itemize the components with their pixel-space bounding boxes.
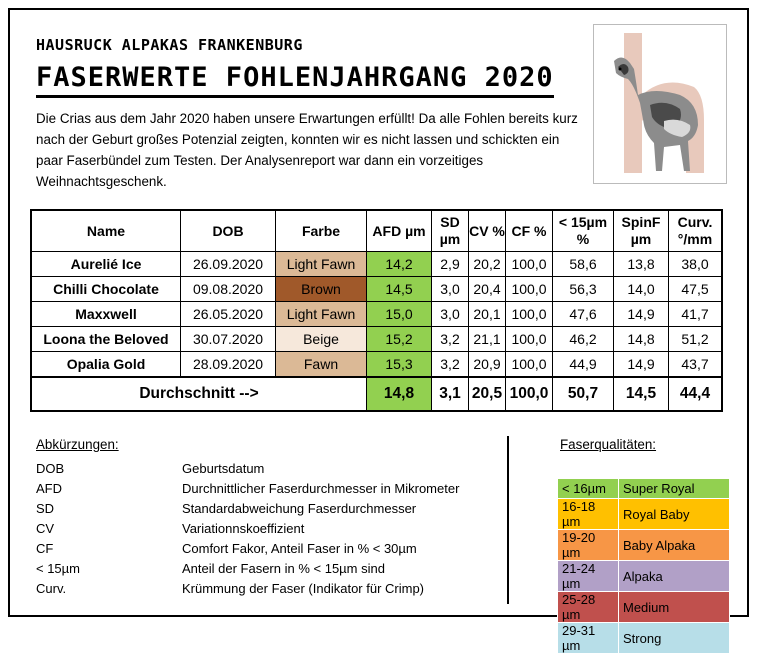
abbreviations-list: [36, 459, 459, 599]
cell-dob: 28.09.2020: [181, 352, 276, 378]
abbreviation-item: [36, 579, 459, 599]
abbreviation-value: Variationnskoeffizient: [182, 521, 305, 536]
cell-name: Chilli Chocolate: [31, 277, 181, 302]
cell-sd: 2,9: [432, 252, 469, 277]
quality-name: Medium: [619, 592, 730, 623]
qualities-heading: Faserqualitäten:: [560, 437, 657, 452]
cell-spinf: 14,9: [614, 302, 669, 327]
cell-cv: 20,2: [469, 252, 506, 277]
abbreviation-item: [36, 499, 459, 519]
cell-cf: 100,0: [506, 327, 553, 352]
quality-name: Alpaka: [619, 561, 730, 592]
abbreviation-item: [36, 559, 459, 579]
page-title: FASERWERTE FOHLENJAHRGANG 2020: [36, 62, 554, 98]
abbreviation-item: [36, 479, 459, 499]
table-row: [31, 327, 722, 352]
alpaca-logo: [593, 24, 727, 184]
abbreviation-key: DOB: [36, 461, 65, 476]
quality-range: 21-24 µm: [558, 561, 619, 592]
col-dob: DOB: [181, 210, 276, 252]
cell-lt15: 44,9: [553, 352, 614, 378]
cell-dob: 26.05.2020: [181, 302, 276, 327]
quality-item: [558, 561, 730, 592]
col-cv: CV %: [469, 210, 506, 252]
abbreviation-value: Krümmung der Faser (Indikator für Crimp): [182, 581, 425, 596]
cell-curv: 38,0: [669, 252, 723, 277]
cell-farbe: Brown: [276, 277, 367, 302]
cell-sd: 3,0: [432, 277, 469, 302]
quality-range: 16-18 µm: [558, 499, 619, 530]
cell-cv: 21,1: [469, 327, 506, 352]
cell-spinf: 14,9: [614, 352, 669, 378]
average-curv: 44,4: [669, 377, 723, 411]
average-label: Durchschnitt -->: [31, 377, 367, 411]
abbreviation-value: Geburtsdatum: [182, 461, 265, 476]
abbreviation-key: < 15µm: [36, 561, 80, 576]
fiber-table: [30, 209, 723, 412]
cell-cv: 20,1: [469, 302, 506, 327]
abbreviation-value: Comfort Fakor, Anteil Faser in % < 30µm: [182, 541, 417, 556]
cell-farbe: Beige: [276, 327, 367, 352]
cell-lt15: 46,2: [553, 327, 614, 352]
average-row: [31, 377, 722, 411]
cell-spinf: 13,8: [614, 252, 669, 277]
col-curv: Curv. °/mm: [669, 210, 723, 252]
quality-name: Baby Alpaka: [619, 530, 730, 561]
quality-range: < 16µm: [558, 479, 619, 499]
cell-dob: 26.09.2020: [181, 252, 276, 277]
quality-item: [558, 530, 730, 561]
col-farbe: Farbe: [276, 210, 367, 252]
cell-curv: 47,5: [669, 277, 723, 302]
cell-lt15: 58,6: [553, 252, 614, 277]
quality-item: [558, 623, 730, 654]
quality-range: 19-20 µm: [558, 530, 619, 561]
col-sd: SD µm: [432, 210, 469, 252]
cell-sd: 3,0: [432, 302, 469, 327]
col-lt15: < 15µm %: [553, 210, 614, 252]
cell-afd: 14,5: [367, 277, 432, 302]
quality-range: 25-28 µm: [558, 592, 619, 623]
farm-name: HAUSRUCK ALPAKAS FRANKENBURG: [36, 36, 303, 54]
abbreviation-key: Curv.: [36, 581, 67, 596]
qualities-legend: [557, 478, 730, 654]
abbreviation-value: Standardabweichung Faserdurchmesser: [182, 501, 417, 516]
cell-cv: 20,4: [469, 277, 506, 302]
cell-afd: 14,2: [367, 252, 432, 277]
cell-cf: 100,0: [506, 277, 553, 302]
average-sd: 3,1: [432, 377, 469, 411]
cell-cf: 100,0: [506, 352, 553, 378]
intro-text: Die Crias aus dem Jahr 2020 haben unsere Erwartungen erfüllt! Da alle Fohlen bereits kurz nach der Geburt großes Potenzial zeigten, konnten wir es nicht lassen und schickten ein paar Faserbündel zum Testen. Der Analysenreport war dann ein vorzeitiges Weihnachtsgeschenk.: [36, 111, 578, 189]
cell-cv: 20,9: [469, 352, 506, 378]
cell-curv: 51,2: [669, 327, 723, 352]
table-row: [31, 352, 722, 378]
cell-dob: 30.07.2020: [181, 327, 276, 352]
cell-cf: 100,0: [506, 252, 553, 277]
abbreviations-heading: Abkürzungen:: [36, 437, 119, 452]
average-cf: 100,0: [506, 377, 553, 411]
abbreviation-item: [36, 459, 459, 479]
abbreviation-key: AFD: [36, 481, 62, 496]
cell-name: Maxxwell: [31, 302, 181, 327]
section-divider: [507, 436, 509, 604]
abbreviation-key: SD: [36, 501, 55, 516]
quality-name: Strong: [619, 623, 730, 654]
table-row: [31, 252, 722, 277]
quality-item: [558, 499, 730, 530]
abbreviation-value: Durchnittlicher Faserdurchmesser in Mikrometer: [182, 481, 460, 496]
col-spinf: SpinF µm: [614, 210, 669, 252]
table-row: [31, 277, 722, 302]
cell-spinf: 14,8: [614, 327, 669, 352]
cell-farbe: Light Fawn: [276, 302, 367, 327]
average-lt15: 50,7: [553, 377, 614, 411]
alpaca-logo-icon: [594, 25, 726, 183]
abbreviation-key: CV: [36, 521, 55, 536]
abbreviation-item: [36, 539, 459, 559]
abbreviation-value: Anteil der Fasern in % < 15µm sind: [182, 561, 385, 576]
abbreviation-key: CF: [36, 541, 54, 556]
cell-name: Loona the Beloved: [31, 327, 181, 352]
cell-lt15: 56,3: [553, 277, 614, 302]
cell-farbe: Fawn: [276, 352, 367, 378]
quality-range: 29-31 µm: [558, 623, 619, 654]
cell-afd: 15,3: [367, 352, 432, 378]
cell-farbe: Light Fawn: [276, 252, 367, 277]
cell-curv: 41,7: [669, 302, 723, 327]
col-afd: AFD µm: [367, 210, 432, 252]
quality-item: [558, 479, 730, 499]
average-spinf: 14,5: [614, 377, 669, 411]
average-cv: 20,5: [469, 377, 506, 411]
abbreviation-item: [36, 519, 459, 539]
quality-name: Super Royal: [619, 479, 730, 499]
cell-sd: 3,2: [432, 327, 469, 352]
cell-name: Aurelié Ice: [31, 252, 181, 277]
quality-name: Royal Baby: [619, 499, 730, 530]
table-row: [31, 302, 722, 327]
col-cf: CF %: [506, 210, 553, 252]
cell-afd: 15,0: [367, 302, 432, 327]
cell-curv: 43,7: [669, 352, 723, 378]
average-afd: 14,8: [367, 377, 432, 411]
cell-sd: 3,2: [432, 352, 469, 378]
cell-dob: 09.08.2020: [181, 277, 276, 302]
cell-spinf: 14,0: [614, 277, 669, 302]
quality-item: [558, 592, 730, 623]
cell-name: Opalia Gold: [31, 352, 181, 378]
cell-cf: 100,0: [506, 302, 553, 327]
cell-lt15: 47,6: [553, 302, 614, 327]
cell-afd: 15,2: [367, 327, 432, 352]
col-name: Name: [31, 210, 181, 252]
